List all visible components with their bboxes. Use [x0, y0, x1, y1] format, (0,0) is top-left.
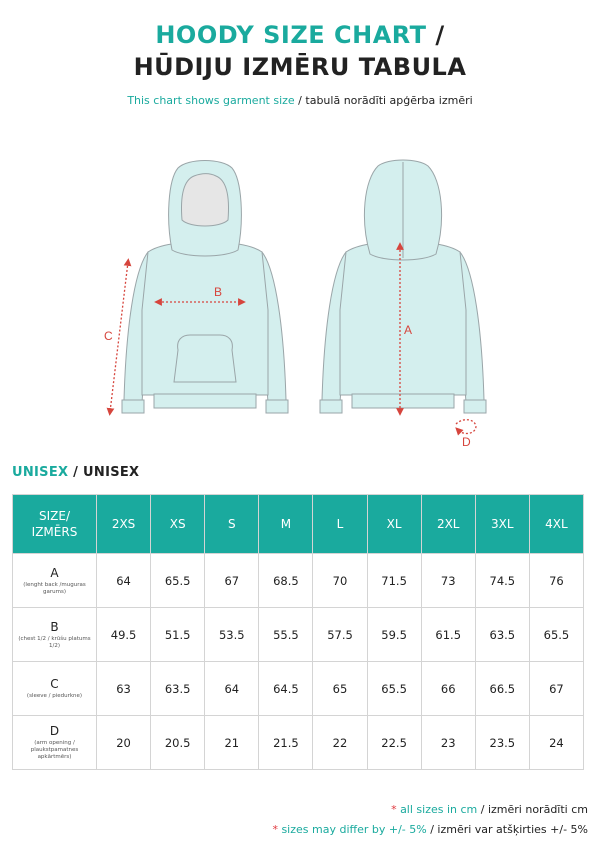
- table-cell: 20: [97, 716, 151, 770]
- row-header: [13, 554, 97, 608]
- page-title: [0, 20, 600, 50]
- table-cell: 63.5: [475, 608, 529, 662]
- corner-header: [13, 495, 97, 554]
- table-cell: 21: [205, 716, 259, 770]
- footnote-star: *: [272, 823, 282, 836]
- table-cell: 67: [529, 662, 583, 716]
- size-header: 4XL: [529, 495, 583, 554]
- table-cell: 57.5: [313, 608, 367, 662]
- section-heading: [12, 465, 139, 480]
- table-cell: 64: [205, 662, 259, 716]
- table-cell: 74.5: [475, 554, 529, 608]
- row-header: [13, 716, 97, 770]
- table-cell: 66.5: [475, 662, 529, 716]
- table-cell: 59.5: [367, 608, 421, 662]
- table-cell: 64.5: [259, 662, 313, 716]
- table-cell: 23: [421, 716, 475, 770]
- size-header: 2XL: [421, 495, 475, 554]
- page-subtitle: [0, 94, 600, 108]
- size-header-row: [13, 495, 584, 554]
- label-c: C: [104, 329, 113, 343]
- table-cell: 64: [97, 554, 151, 608]
- table-cell: 61.5: [421, 608, 475, 662]
- footnote-rest: / izmēri norādīti cm: [477, 803, 588, 816]
- table-row: [13, 554, 584, 608]
- row-header: [13, 662, 97, 716]
- table-cell: 49.5: [97, 608, 151, 662]
- footnote-accent: all sizes in cm: [400, 803, 478, 816]
- row-code: A: [50, 565, 59, 580]
- size-header: 3XL: [475, 495, 529, 554]
- table-cell: 51.5: [151, 608, 205, 662]
- table-cell: 68.5: [259, 554, 313, 608]
- section-accent: UNISEX: [12, 465, 69, 480]
- table-cell: 65.5: [151, 554, 205, 608]
- title-slash: /: [426, 21, 445, 49]
- table-cell: 63.5: [151, 662, 205, 716]
- title-accent: HOODY SIZE CHART: [155, 21, 427, 49]
- footnote-star: *: [391, 803, 401, 816]
- table-row: [13, 716, 584, 770]
- row-desc: (sleeve / piedurkne): [26, 693, 83, 699]
- footnote: [272, 820, 588, 840]
- table-cell: 53.5: [205, 608, 259, 662]
- hoodie-back: [320, 160, 486, 449]
- size-header: M: [259, 495, 313, 554]
- corner-line1: SIZE/: [38, 509, 70, 523]
- corner-line2: IZMĒRS: [31, 525, 78, 539]
- table-cell: 22.5: [367, 716, 421, 770]
- size-header: XS: [151, 495, 205, 554]
- table-cell: 76: [529, 554, 583, 608]
- table-cell: 24: [529, 716, 583, 770]
- size-header: L: [313, 495, 367, 554]
- table-cell: 65.5: [529, 608, 583, 662]
- row-code: D: [49, 724, 60, 738]
- page-title-latvian: HŪDIJU IZMĒRU TABULA: [133, 53, 467, 81]
- row-header: [13, 608, 97, 662]
- table-cell: 63: [97, 662, 151, 716]
- table-cell: 70: [313, 554, 367, 608]
- table-cell: 23.5: [475, 716, 529, 770]
- size-table: [12, 494, 584, 770]
- table-cell: 73: [421, 554, 475, 608]
- label-d: D: [462, 435, 471, 449]
- table-row: [13, 608, 584, 662]
- row-code: B: [50, 619, 59, 634]
- footnote-accent: sizes may differ by +/- 5%: [281, 823, 427, 836]
- table-cell: 65.5: [367, 662, 421, 716]
- table-cell: 55.5: [259, 608, 313, 662]
- row-code: C: [50, 677, 59, 691]
- row-desc: (chest 1/2 / krūšu platums 1/2): [18, 635, 91, 649]
- size-header: XL: [367, 495, 421, 554]
- label-b: B: [214, 285, 223, 299]
- subtitle-rest: / tabulā norādīti apģērba izmēri: [294, 94, 473, 107]
- section-rest: / UNISEX: [68, 465, 140, 480]
- row-desc: (arm opening / plaukstpamatnes apkārtmērs): [30, 740, 79, 760]
- footnote: [272, 800, 588, 820]
- table-cell: 65: [313, 662, 367, 716]
- size-header: S: [205, 495, 259, 554]
- table-cell: 67: [205, 554, 259, 608]
- hoodie-front: [104, 161, 288, 414]
- table-cell: 22: [313, 716, 367, 770]
- table-cell: 20.5: [151, 716, 205, 770]
- table-cell: 21.5: [259, 716, 313, 770]
- label-a: A: [404, 323, 413, 337]
- subtitle-accent: This chart shows garment size: [127, 94, 295, 107]
- row-desc: (lenght back /muguras garums): [23, 581, 86, 595]
- table-row: [13, 662, 584, 716]
- table-cell: 66: [421, 662, 475, 716]
- footnote-rest: / izmēri var atšķirties +/- 5%: [426, 823, 588, 836]
- hoodie-illustration: [90, 150, 510, 450]
- footnotes: [272, 800, 588, 840]
- size-header: 2XS: [97, 495, 151, 554]
- table-cell: 71.5: [367, 554, 421, 608]
